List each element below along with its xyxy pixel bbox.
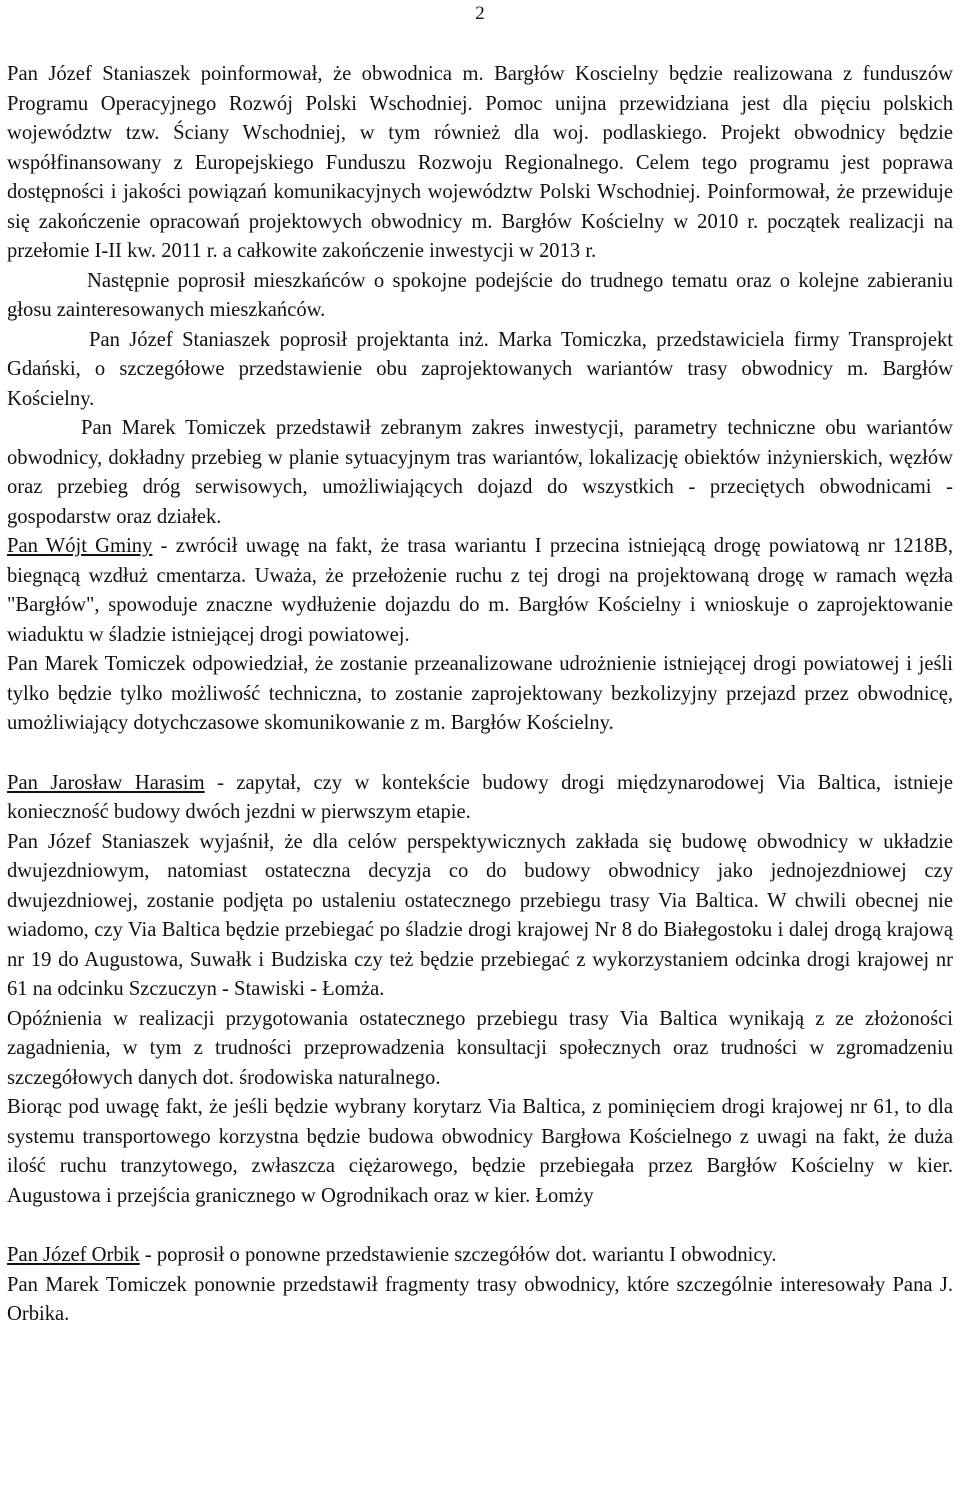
paragraph-gap: [7, 1211, 953, 1241]
paragraph-gap: [7, 739, 953, 769]
document-body: [7, 60, 953, 1330]
page-number: 2: [475, 3, 485, 24]
paragraph-orbik-request: [7, 1241, 953, 1271]
paragraph-design-presentation: Pan Marek Tomiczek przedstawił zebranym zakres inwestycji, parametry techniczne obu wariantów obwodnicy, dokładny przebieg w planie sytuacyjnym tras wariantów, lokalizację obiektów inżynierskich, węzłów oraz przebieg dróg serwisowych, umożliwiających dojazd do wszystkich - przeciętych obwodnicami - gospodarstw oraz działek.: [7, 417, 953, 528]
paragraph-harasim-question: [7, 769, 953, 828]
paragraph-delay-reasons: Opóźnienia w realizacji przygotowania ostatecznego przebiegu trasy Via Baltica wynikają z ze złożoności zagadnienia, w tym z trudności przeprowadzenia konsultacji społecznych oraz trudności w zgromadzeniu szczegółowych danych dot. środowiska naturalnego.: [7, 1007, 953, 1089]
paragraph-request-designer: Pan Józef Staniaszek poprosił projektanta inż. Marka Tomiczka, przedstawiciela firmy Transprojekt Gdański, o szczegółowe przedstawienie obu zaprojektowanych wariantów trasy obwodnicy m. Bargłów Kościelny.: [7, 328, 953, 410]
paragraph-text: - zapytał, czy w kontekście budowy drogi międzynarodowej Via Baltica, istnieje konieczność budowy dwóch jezdni w pierwszym etapie.: [7, 771, 953, 823]
paragraph-tomiczek-repeat: Pan Marek Tomiczek ponownie przedstawił fragmenty trasy obwodnicy, które szczególnie interesowały Pana J. Orbika.: [7, 1273, 953, 1325]
speaker-name: Pan Wójt Gminy: [7, 535, 153, 557]
paragraph-project-funding: Pan Józef Staniaszek poinformował, że obwodnica m. Bargłów Koscielny będzie realizowana z funduszów Programu Operacyjnego Rozwój Polski Wschodniej. Pomoc unijna przewidziana jest dla pięciu polskich województw tzw. Ściany Wschodniej, w tym również dla woj. podlaskiego. Projekt obwodnicy będzie współfinansowany z Europejskiego Funduszu Rozwoju Regionalnego. Celem tego programu jest poprawa dostępności i jakości powiązań komunikacyjnych województw Polski Wschodniej. Poinformował, że przewiduje się zakończenie opracowań projektowych obwodnicy m. Bargłów Kościelny w 2010 r. początek realizacji na przełomie I-II kw. 2011 r. a całkowite zakończenie inwestycji w 2013 r.: [7, 63, 953, 262]
paragraph-designer-answer: Pan Marek Tomiczek odpowiedział, że zostanie przeanalizowane udrożnienie istniejącej drogi powiatowej i jeśli tylko będzie tylko możliwość techniczna, to zostanie zaprojektowany bezkolizyjny przejazd przez obwodnicę, umożliwiający dotychczasowe skomunikowanie z m. Bargłów Kościelny.: [7, 653, 953, 734]
speaker-name: Pan Jarosław Harasim: [7, 771, 205, 794]
paragraph-text: - poprosił o ponowne przedstawienie szczegółów dot. wariantu I obwodnicy.: [139, 1244, 777, 1266]
paragraph-staniaszek-explanation: Pan Józef Staniaszek wyjaśnił, że dla celów perspektywicznych zakłada się budowę obwodnicy w układzie dwujezdniowym, natomiast ostateczna decyzja co do budowy obwodnicy jako jednojezdniowej czy dwujezdniowej, zostanie podjęta po ustaleniu ostatecznego przebiegu trasy Via Baltica. W chwili obecnej nie wiadomo, czy Via Baltica będzie przebiegać po śladzie drogi krajowej Nr 8 do Białegostoku i dalej drogą krajową nr 19 do Augustowa, Suwałk i Budziska czy też będzie przebiegać z wykorzystaniem odcinka drogi krajowej nr 61 na odcinku Szczuczyn - Stawiski - Łomża.: [7, 830, 953, 1000]
speaker-name: Pan Józef Orbik: [7, 1244, 140, 1266]
paragraph-transport-benefit: Biorąc pod uwagę fakt, że jeśli będzie wybrany korytarz Via Baltica, z pominięciem drogi krajowej nr 61, to dla systemu transportowego korzystna będzie budowa obwodnicy Bargłowa Kościelnego z uwagi na fakt, że duża ilość ruchu tranzytowego, zwłaszcza ciężarowego, będzie przebiegała przez Bargłów Kościelny w kier. Augustowa i przejścia granicznego w Ogrodnikach oraz w kier. Łomży: [7, 1096, 953, 1207]
paragraph-text: - zwrócił uwagę na fakt, że trasa wariantu I przecina istniejącą drogę powiatową nr 1218B, biegnącą wzdłuż cmentarza. Uważa, że przełożenie ruchu z tej drogi na projektowaną drogę w ramach węzła "Bargłów", spowoduje znaczne wydłużenie dojazdu do m. Bargłów Kościelny i wnioskuje o zaprojektowanie wiaduktu w śladzie istniejącej drogi powiatowej.: [7, 535, 953, 646]
paragraph-request-calm: Następnie poprosił mieszkańców o spokojne podejście do trudnego tematu oraz o kolejne zabieraniu głosu zainteresowanych mieszkańców.: [7, 269, 953, 321]
paragraph-wojt-comment: [7, 532, 953, 650]
